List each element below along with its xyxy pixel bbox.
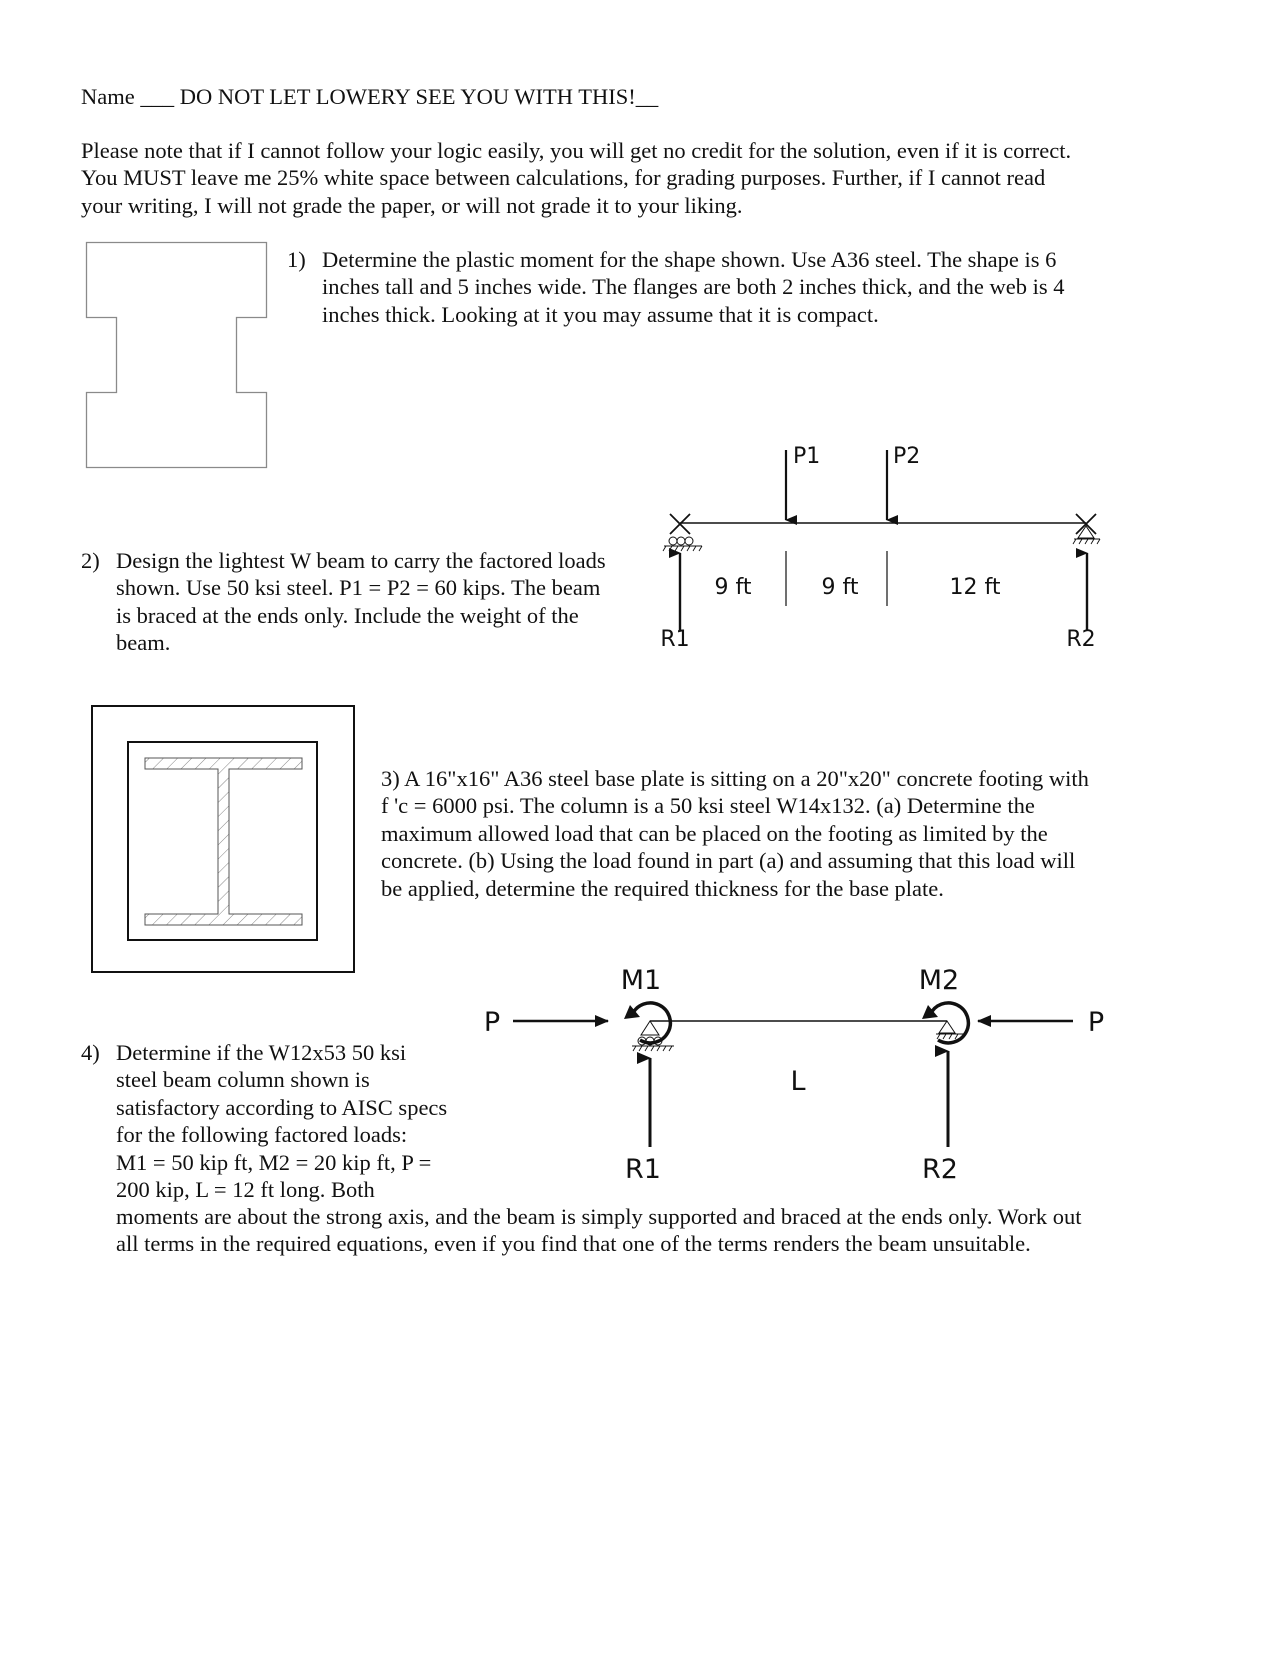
left-support-icon [663,514,702,551]
problem-3-line-4: concrete. (b) Using the load found in part (a) and assuming that this load will [381,848,1076,873]
r2-label: R2 [1066,627,1096,652]
m1-moment-icon [624,1003,674,1051]
base-plate-drawing [90,704,360,979]
problem-3-line-3: maximum allowed load that can be placed on the footing as limited by the [381,821,1048,846]
problem-3-line-1: 3) A 16"x16" A36 steel base plate is sitting on a 20"x20" concrete footing with [381,766,1089,791]
r1-label: R1 [660,627,690,652]
w-section-icon [145,758,302,925]
problem-4-number: 4) [81,1040,100,1065]
problem-3-line-5: be applied, determine the required thickness for the base plate. [381,876,944,901]
problem-4-line-5: M1 = 50 kip ft, M2 = 20 kip ft, P = [116,1150,432,1175]
problem-4-line-7: moments are about the strong axis, and the beam is simply supported and braced at the ends only. Work out [116,1204,1082,1229]
length-label: L [790,1066,806,1097]
problem-1-line-2: inches tall and 5 inches wide. The flanges are both 2 inches thick, and the web is 4 [322,274,1065,299]
problem-2-line-4: beam. [116,630,171,655]
m1-label: M1 [620,965,662,996]
r1-bottom-label: R1 [625,1154,661,1185]
p2-label: P2 [893,444,921,469]
problem-4-line-4: for the following factored loads: [116,1122,408,1147]
problem-4-line-1: Determine if the W12x53 50 ksi [116,1040,407,1065]
span-3-label: 12 ft [949,575,1001,600]
problem-2-line-3: is braced at the ends only. Include the weight of the [116,603,579,628]
instructions-line-3: your writing, I will not grade the paper, or will not grade it to your liking. [81,193,743,218]
problem-3-line-2: f 'c = 6000 psi. The column is a 50 ksi steel W14x132. (a) Determine the [381,793,1035,818]
p-right-label: P [1087,1007,1105,1038]
problem-4-line-8: all terms in the required equations, even if you find that one of the terms renders the beam unsuitable. [116,1231,1031,1256]
problem-4-line-2: steel beam column shown is [116,1067,370,1092]
problem-1-line-3: inches thick. Looking at it you may assume that it is compact. [322,302,879,327]
span-2-label: 9 ft [821,575,859,600]
right-support-icon [1073,514,1100,544]
p1-label: P1 [793,444,821,469]
beam-diagram-2 [0,430,1280,660]
p-left-label: P [483,1007,501,1038]
problem-1-line-1: Determine the plastic moment for the shape shown. Use A36 steel. The shape is 6 [322,247,1057,272]
m2-moment-icon [922,1003,968,1043]
problem-2-number: 2) [81,548,100,573]
problem-2-line-1: Design the lightest W beam to carry the factored loads [116,548,606,573]
instructions-line-1: Please note that if I cannot follow your logic easily, you will get no credit for the solution, even if it is correct. [81,138,1072,163]
span-1-label: 9 ft [714,575,752,600]
m2-label: M2 [918,965,960,996]
name-line: Name ___ DO NOT LET LOWERY SEE YOU WITH THIS!__ [81,84,659,109]
problem-4-line-6: 200 kip, L = 12 ft long. Both [116,1177,375,1202]
problem-1-number: 1) [287,247,306,272]
instructions-line-2: You MUST leave me 25% white space between calculations, for grading purposes. Further, if I cannot read [81,165,1046,190]
problem-4-line-3: satisfactory according to AISC specs [116,1095,448,1120]
problem-2-line-2: shown. Use 50 ksi steel. P1 = P2 = 60 kips. The beam [116,575,601,600]
r2-bottom-label: R2 [922,1154,958,1185]
